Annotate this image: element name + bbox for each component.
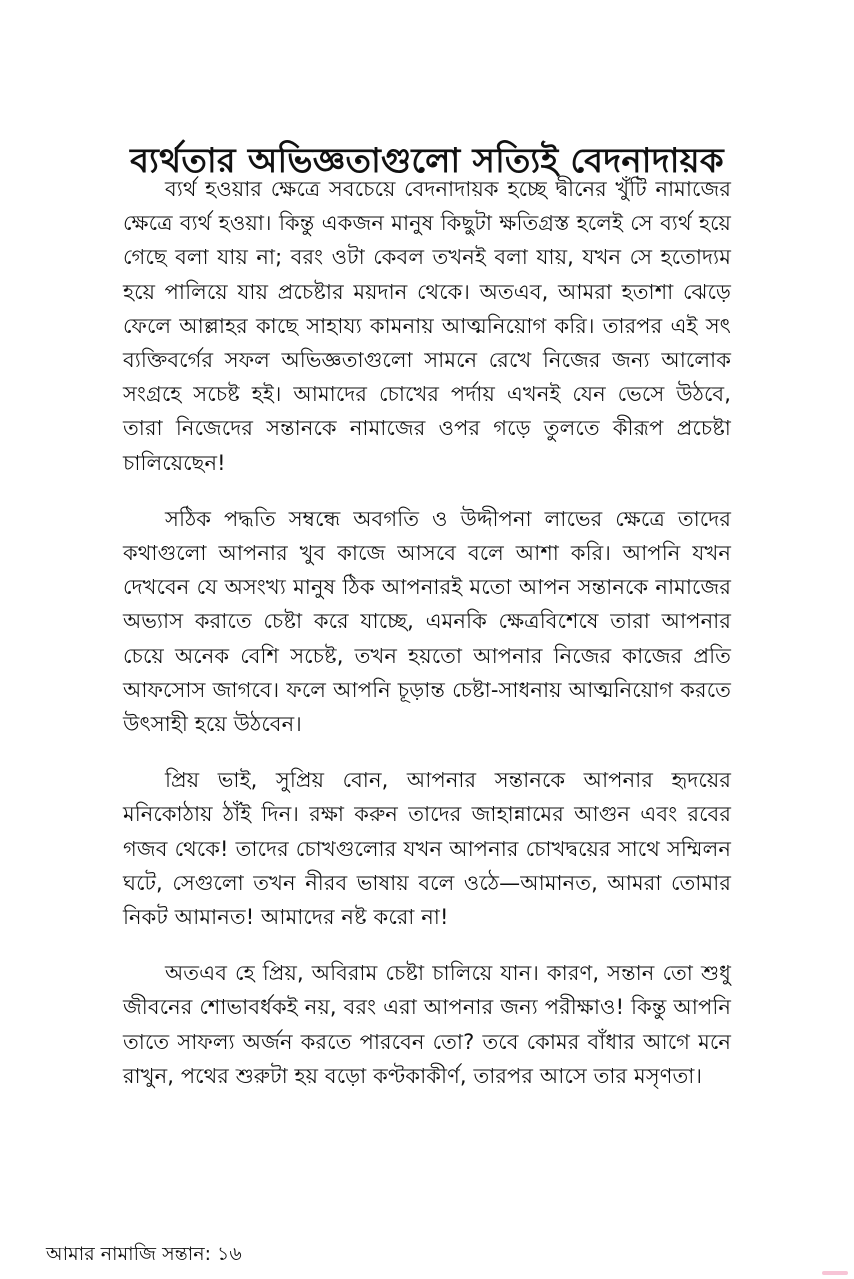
corner-mark — [822, 1271, 848, 1275]
paragraph-4: অতএব হে প্রিয়, অবিরাম চেষ্টা চালিয়ে যান। কারণ, সন্তান তো শুধু জীবনের শোভাবর্ধকই নয়, বরং এরা আপনার জন্য পরীক্ষাও! কিন্তু আপনি তাতে সাফল্য অর্জন করতে পারবেন তো? তবে কোমর বাঁধার আগে মনে রাখুন, পথের শুরুটা হয় বড়ো কণ্টকাকীর্ণ, তারপর আসে তার মসৃণতা। — [123, 961, 731, 1088]
paragraph-3: প্রিয় ভাই, সুপ্রিয় বোন, আপনার সন্তানকে আপনার হৃদয়ের মনিকোঠায় ঠাঁই দিন। রক্ষা করুন তাদের জাহান্নামের আগুন এবং রবের গজব থেকে! তাদের চোখগুলোর যখন আপনার চোখদ্বয়ের সাথে সম্মিলন ঘটে, সেগুলো তখন নীরব ভাষায় বলে ওঠে—আমানত, আমরা তোমার নিকট আমানত! আমাদের নষ্ট করো না! — [123, 768, 731, 930]
page-footer: আমার নামাজি সন্তান: ১৬ — [46, 1243, 242, 1265]
paragraph-1: ব্যর্থ হওয়ার ক্ষেত্রে সবচেয়ে বেদনাদায়ক হচ্ছে দ্বীনের খুঁটি নামাজের ক্ষেত্রে ব্যর্থ হওয়া। কিন্তু একজন মানুষ কিছুটা ক্ষতিগ্রস্ত হলেই সে ব্যর্থ হয়ে গেছে বলা যায় না; বরং ওটা কেবল তখনই বলা যায়, যখন সে হতোদ্যম হয়ে পালিয়ে যায় প্রচেষ্টার ময়দান থেকে। অতএব, আমরা হতাশা ঝেড়ে ফেলে আল্লাহর কাছে সাহায্য কামনায় আত্মনিয়োগ করি। তারপর এই সৎ ব্যক্তিবর্গের সফল অভিজ্ঞতাগুলো সামনে রেখে নিজের জন্য আলোক সংগ্রহে সচেষ্ট হই। আমাদের চোখের পর্দায় এখনই যেন ভেসে উঠবে, তারা নিজেদের সন্তানকে নামাজের ওপর গড়ে তুলতে কীরূপ প্রচেষ্টা চালিয়েছেন! — [123, 177, 731, 475]
chapter-title: ব্যর্থতার অভিজ্ঞতাগুলো সত্যিই বেদনাদায়ক — [130, 140, 724, 181]
paragraph-2: সঠিক পদ্ধতি সম্বন্ধে অবগতি ও উদ্দীপনা লাভের ক্ষেত্রে তাদের কথাগুলো আপনার খুব কাজে আসবে বলে আশা করি। আপনি যখন দেখবেন যে অসংখ্য মানুষ ঠিক আপনারই মতো আপন সন্তানকে নামাজের অভ্যাস করাতে চেষ্টা করে যাচ্ছে, এমনকি ক্ষেত্রবিশেষে তারা আপনার চেয়ে অনেক বেশি সচেষ্ট, তখন হয়তো আপনার নিজের কাজের প্রতি আফসোস জাগবে। ফলে আপনি চূড়ান্ত চেষ্টা-সাধনায় আত্মনিয়োগ করতে উৎসাহী হয়ে উঠবেন। — [123, 506, 731, 737]
body-text — [123, 172, 731, 1115]
